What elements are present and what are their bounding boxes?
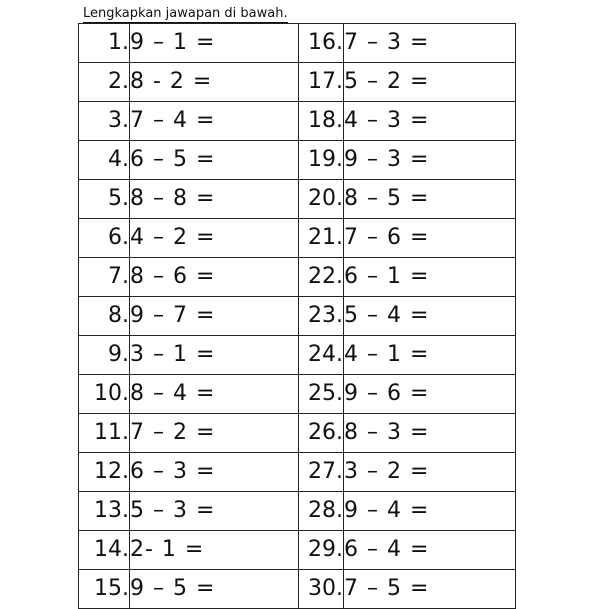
exercise-row	[79, 258, 516, 297]
exercise-table	[78, 23, 516, 609]
question-expression: 3 – 1 =	[130, 336, 299, 375]
question-expression: 8 – 5 =	[344, 180, 516, 219]
question-number: 19.	[299, 141, 344, 180]
question-expression: 7 – 2 =	[130, 414, 299, 453]
exercise-row	[79, 570, 516, 609]
exercise-row	[79, 297, 516, 336]
question-expression: 7 – 3 =	[344, 24, 516, 63]
question-number: 8.	[79, 297, 130, 336]
question-expression: 5 – 3 =	[130, 492, 299, 531]
question-number: 22.	[299, 258, 344, 297]
question-number: 18.	[299, 102, 344, 141]
exercise-row	[79, 531, 516, 570]
question-expression: 5 – 2 =	[344, 63, 516, 102]
question-number: 12.	[79, 453, 130, 492]
question-number: 17.	[299, 63, 344, 102]
question-expression: 7 – 6 =	[344, 219, 516, 258]
question-expression: 9 – 6 =	[344, 375, 516, 414]
question-expression: 5 – 4 =	[344, 297, 516, 336]
question-expression: 6 – 4 =	[344, 531, 516, 570]
question-number: 25.	[299, 375, 344, 414]
question-expression: 8 – 4 =	[130, 375, 299, 414]
question-number: 23.	[299, 297, 344, 336]
question-expression: 4 – 1 =	[344, 336, 516, 375]
question-expression: 8 – 8 =	[130, 180, 299, 219]
question-expression: 6 – 3 =	[130, 453, 299, 492]
question-number: 28.	[299, 492, 344, 531]
question-number: 7.	[79, 258, 130, 297]
exercise-row	[79, 219, 516, 258]
question-number: 10.	[79, 375, 130, 414]
question-number: 2.	[79, 63, 130, 102]
exercise-row	[79, 336, 516, 375]
question-number: 16.	[299, 24, 344, 63]
question-number: 15.	[79, 570, 130, 609]
question-number: 13.	[79, 492, 130, 531]
exercise-row	[79, 453, 516, 492]
question-expression: 7 – 5 =	[344, 570, 516, 609]
exercise-row	[79, 375, 516, 414]
exercise-row	[79, 102, 516, 141]
question-number: 4.	[79, 141, 130, 180]
question-number: 6.	[79, 219, 130, 258]
question-number: 21.	[299, 219, 344, 258]
question-number: 5.	[79, 180, 130, 219]
question-expression: 8 - 2 =	[130, 63, 299, 102]
worksheet-instruction: Lengkapkan jawapan di bawah.	[83, 6, 288, 21]
question-expression: 8 – 6 =	[130, 258, 299, 297]
question-number: 27.	[299, 453, 344, 492]
exercise-row	[79, 492, 516, 531]
question-expression: 9 – 5 =	[130, 570, 299, 609]
question-number: 24.	[299, 336, 344, 375]
exercise-row	[79, 141, 516, 180]
question-number: 14.	[79, 531, 130, 570]
question-expression: 6 – 1 =	[344, 258, 516, 297]
question-expression: 8 – 3 =	[344, 414, 516, 453]
exercise-rows	[79, 24, 516, 609]
exercise-row	[79, 24, 516, 63]
question-expression: 9 – 7 =	[130, 297, 299, 336]
question-expression: 2- 1 =	[130, 531, 299, 570]
question-number: 20.	[299, 180, 344, 219]
exercise-row	[79, 414, 516, 453]
exercise-row	[79, 63, 516, 102]
question-number: 30.	[299, 570, 344, 609]
question-expression: 3 – 2 =	[344, 453, 516, 492]
question-expression: 9 – 4 =	[344, 492, 516, 531]
question-number: 11.	[79, 414, 130, 453]
question-number: 9.	[79, 336, 130, 375]
question-number: 26.	[299, 414, 344, 453]
question-expression: 4 – 3 =	[344, 102, 516, 141]
question-expression: 7 – 4 =	[130, 102, 299, 141]
question-expression: 4 – 2 =	[130, 219, 299, 258]
question-expression: 6 – 5 =	[130, 141, 299, 180]
exercise-row	[79, 180, 516, 219]
question-expression: 9 – 1 =	[130, 24, 299, 63]
question-number: 29.	[299, 531, 344, 570]
question-expression: 9 – 3 =	[344, 141, 516, 180]
question-number: 1.	[79, 24, 130, 63]
question-number: 3.	[79, 102, 130, 141]
